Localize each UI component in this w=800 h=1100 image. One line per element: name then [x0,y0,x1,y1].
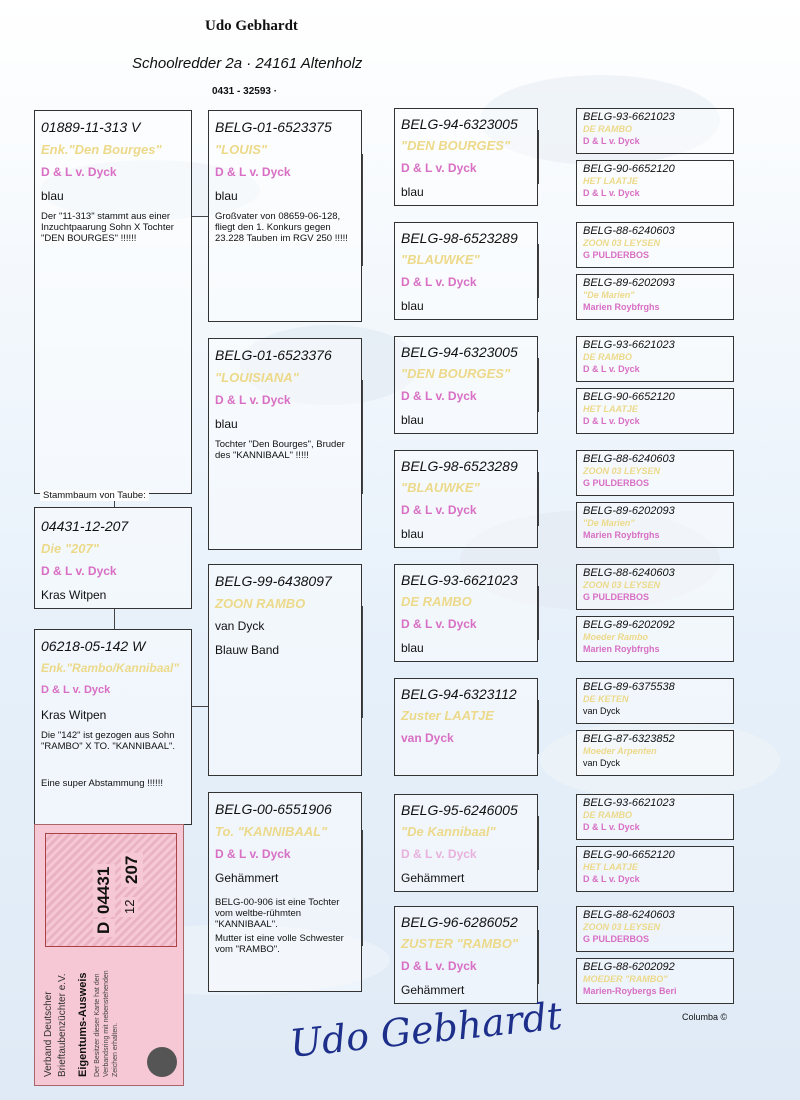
father-breeder: D & L v. Dyck [41,165,117,179]
pigeon-logo-icon [147,1047,177,1077]
breeder: van Dyck [215,619,265,633]
ancestor-box [576,222,734,268]
connector-line [538,700,539,754]
ring-number: BELG-90-6652120 [583,391,675,403]
pigeon-name: "LOUIS" [215,142,268,157]
card-ring-year: 12 [121,897,138,917]
note: Großvater von 08659-06-128, fliegt den 1. Konkurs gegen 23.228 Tauben im RGV 250 !!!!! [215,211,348,244]
breeder: D & L v. Dyck [583,364,640,374]
breeder: Marien Roybfrghs [583,530,660,540]
ring-number: BELG-01-6523376 [215,347,332,363]
connector-line [538,130,539,184]
breeder: D & L v. Dyck [583,874,640,884]
connector-line [538,586,539,640]
color: blau [401,299,424,313]
breeder: D & L v. Dyck [401,617,477,631]
ring-number: BELG-89-6202093 [583,277,675,289]
great-grandparent-box [394,794,538,892]
breeder: D & L v. Dyck [215,847,291,861]
great-grandparent-box [394,222,538,320]
color: blau [215,189,238,203]
ancestor-box [576,846,734,892]
grandparent-box [208,792,362,992]
ring-number: BELG-94-6323005 [401,116,518,132]
mother-note-2: Eine super Abstammung !!!!!! [41,778,163,789]
ancestor-box [576,794,734,840]
card-org-1: Verband Deutscher [43,991,54,1077]
breeder: D & L v. Dyck [215,165,291,179]
grandparent-box [208,110,362,322]
pigeon-name: To. "KANNIBAAL" [215,824,328,839]
ring-number: BELG-98-6523289 [401,458,518,474]
columba-brand: Columba © [682,1012,728,1022]
pigeon-name: ZOON 03 LEYSEN [583,238,661,248]
ancestor-box [576,958,734,1004]
connector-line [538,930,539,984]
pigeon-name: "DEN BOURGES" [401,138,511,153]
owner-name: Udo Gebhardt [205,18,298,34]
pigeon-name: "De Marien" [583,518,635,528]
great-grandparent-box [394,450,538,548]
pigeon-name: ZOON RAMBO [215,596,306,611]
pigeon-name: ZUSTER "RAMBO" [401,936,519,951]
color: blau [401,641,424,655]
breeder: Marien Roybfrghs [583,644,660,654]
connector-line [192,216,208,217]
mother-breeder: D & L v. Dyck [41,684,111,696]
breeder: D & L v. Dyck [401,275,477,289]
breeder: Marien-Roybergs Beri [583,986,677,996]
mother-ring: 06218-05-142 W [41,638,146,654]
owner-address: Schoolredder 2a · 24161 Altenholz [132,55,363,72]
mother-box [34,629,192,825]
connector-line [362,154,363,266]
father-name: Enk."Den Bourges" [41,142,162,157]
note: Tochter "Den Bourges", Bruder des "KANNIBAAL" !!!!! [215,439,345,461]
color: Gehämmert [401,871,465,885]
signature: Udo Gebhardt [287,993,565,1066]
pigeon-name: DE RAMBO [401,594,472,609]
breeder: D & L v. Dyck [401,161,477,175]
great-grandparent-box [394,108,538,206]
pigeon-name: Die "207" [41,541,99,556]
breeder: D & L v. Dyck [583,188,640,198]
grandparent-box [208,338,362,550]
ring-number: BELG-88-6202092 [583,961,675,973]
breeder: G PULDERBOS [583,592,650,602]
note-2: Mutter ist eine volle Schwester vom "RAMBO". [215,933,344,955]
connector-line [362,380,363,494]
ring-number: BELG-96-6286052 [401,914,518,930]
pigeon-name: DE RAMBO [583,124,632,134]
breeder: van Dyck [583,758,621,768]
great-grandparent-box [394,678,538,776]
ancestor-box [576,906,734,952]
ancestor-box [576,616,734,662]
ancestor-box [576,678,734,724]
ring-number: BELG-88-6240603 [583,909,675,921]
pigeon-name: ZOON 03 LEYSEN [583,580,661,590]
pigeon-name: Zuster LAATJE [401,708,494,723]
pigeon-color: Kras Witpen [41,588,107,602]
pigeon-ring: 04431-12-207 [41,518,129,534]
pigeon-name: HET LAATJE [583,404,638,414]
ring-number: BELG-90-6652120 [583,163,675,175]
grandparent-box [208,564,362,776]
color: blau [401,413,424,427]
pigeon-name: DE RAMBO [583,352,632,362]
pigeon-name: DE KETEN [583,694,629,704]
owner-phone: 0431 - 32593 · [212,86,278,97]
breeder: D & L v. Dyck [583,136,640,146]
ring-number: BELG-93-6621023 [401,572,518,588]
card-org-2: Brieftaubenzüchter e.V. [57,973,68,1077]
color: Gehämmert [401,983,465,997]
breeder: Marien Roybfrghs [583,302,660,312]
breeder: D & L v. Dyck [583,822,640,832]
card-title: Eigentums-Ausweis [77,972,89,1077]
card-ring-prefix: D [93,919,115,937]
ring-number: BELG-01-6523375 [215,119,332,135]
ownership-card-content [35,825,184,1086]
ring-number: BELG-99-6438097 [215,573,332,589]
ring-number: BELG-98-6523289 [401,230,518,246]
great-grandparent-box [394,564,538,662]
ancestor-box [576,564,734,610]
pigeon-name: "BLAUWKE" [401,480,480,495]
card-ring-club: 04431 [93,864,115,917]
pigeon-name: DE RAMBO [583,810,632,820]
breeder: G PULDERBOS [583,478,650,488]
great-grandparent-box [394,336,538,434]
color: Gehämmert [215,871,279,885]
card-ring-number: 207 [121,853,143,887]
mother-note: Die "142" ist gezogen aus Sohn "RAMBO" X TO. "KANNIBAAL". [41,730,176,752]
connector-line [538,244,539,298]
pigeon-box [34,507,192,609]
ring-number: BELG-89-6202093 [583,505,675,517]
breeder: D & L v. Dyck [401,847,477,861]
ring-number: BELG-88-6240603 [583,453,675,465]
breeder: D & L v. Dyck [401,389,477,403]
breeder: van Dyck [401,731,454,745]
pigeon-name: "De Marien" [583,290,635,300]
ring-number: BELG-88-6240603 [583,567,675,579]
breeder: van Dyck [583,706,621,716]
ring-number: BELG-93-6621023 [583,339,675,351]
pigeon-name: "LOUISIANA" [215,370,299,385]
ring-number: BELG-87-6323852 [583,733,675,745]
father-ring: 01889-11-313 V [41,119,141,135]
pigeon-name: HET LAATJE [583,862,638,872]
breeder: D & L v. Dyck [401,503,477,517]
ring-number: BELG-89-6202092 [583,619,675,631]
card-fine-print: Der Besitzer dieser Karte hat den Verbandsring mit nebenstehenden Zeichen erhalten. [94,970,119,1077]
pigeon-breeder: D & L v. Dyck [41,564,117,578]
pigeon-name: "De Kannibaal" [401,824,496,839]
pigeon-name: ZOON 03 LEYSEN [583,922,661,932]
note: BELG-00-906 ist eine Tochter vom weltbe-rühmten "KANNIBAAL". [215,897,340,930]
breeder: D & L v. Dyck [583,416,640,426]
ancestor-box [576,450,734,496]
ownership-card [34,824,184,1086]
pigeon-name: MOEDER "RAMBO" [583,974,668,984]
ancestor-box [576,336,734,382]
ring-number: BELG-94-6323112 [401,686,517,702]
ancestor-box [576,274,734,320]
ancestor-box [576,388,734,434]
connector-line [538,816,539,870]
pigeon-name: Moeder Arpenten [583,746,657,756]
ancestor-box [576,502,734,548]
pigeon-name: "DEN BOURGES" [401,366,511,381]
ancestor-box [576,730,734,776]
father-note: Der "11-313" stammt aus einer Inzuchtpaarung Sohn X Tochter "DEN BOURGES" !!!!!! [41,211,174,244]
ring-number: BELG-93-6621023 [583,797,675,809]
connector-line [114,609,115,629]
connector-line [192,706,208,707]
ring-number: BELG-90-6652120 [583,849,675,861]
connector-line [362,606,363,718]
pigeon-name: HET LAATJE [583,176,638,186]
color: blau [401,185,424,199]
connector-line [538,472,539,526]
great-grandparent-box [394,906,538,1004]
ring-number: BELG-93-6621023 [583,111,675,123]
color: blau [215,417,238,431]
color: Blauw Band [215,643,280,657]
mother-name: Enk."Rambo/Kannibaal" [41,661,180,675]
ring-number: BELG-89-6375538 [583,681,675,693]
breeder: G PULDERBOS [583,934,650,944]
ancestor-box [576,160,734,206]
father-color: blau [41,189,64,203]
father-box [34,110,192,494]
color: blau [401,527,424,541]
ancestor-box [576,108,734,154]
pigeon-name: ZOON 03 LEYSEN [583,466,661,476]
pedigree-caption: Stammbaum von Taube: [40,490,149,501]
ring-number: BELG-00-6551906 [215,801,332,817]
mother-color: Kras Witpen [41,708,107,722]
breeder: G PULDERBOS [583,250,650,260]
connector-line [538,358,539,412]
breeder: D & L v. Dyck [401,959,477,973]
pigeon-name: Moeder Rambo [583,632,649,642]
ring-number: BELG-88-6240603 [583,225,675,237]
pigeon-name: "BLAUWKE" [401,252,480,267]
connector-line [362,830,363,946]
ring-number: BELG-95-6246005 [401,802,518,818]
ring-number: BELG-94-6323005 [401,344,518,360]
breeder: D & L v. Dyck [215,393,291,407]
